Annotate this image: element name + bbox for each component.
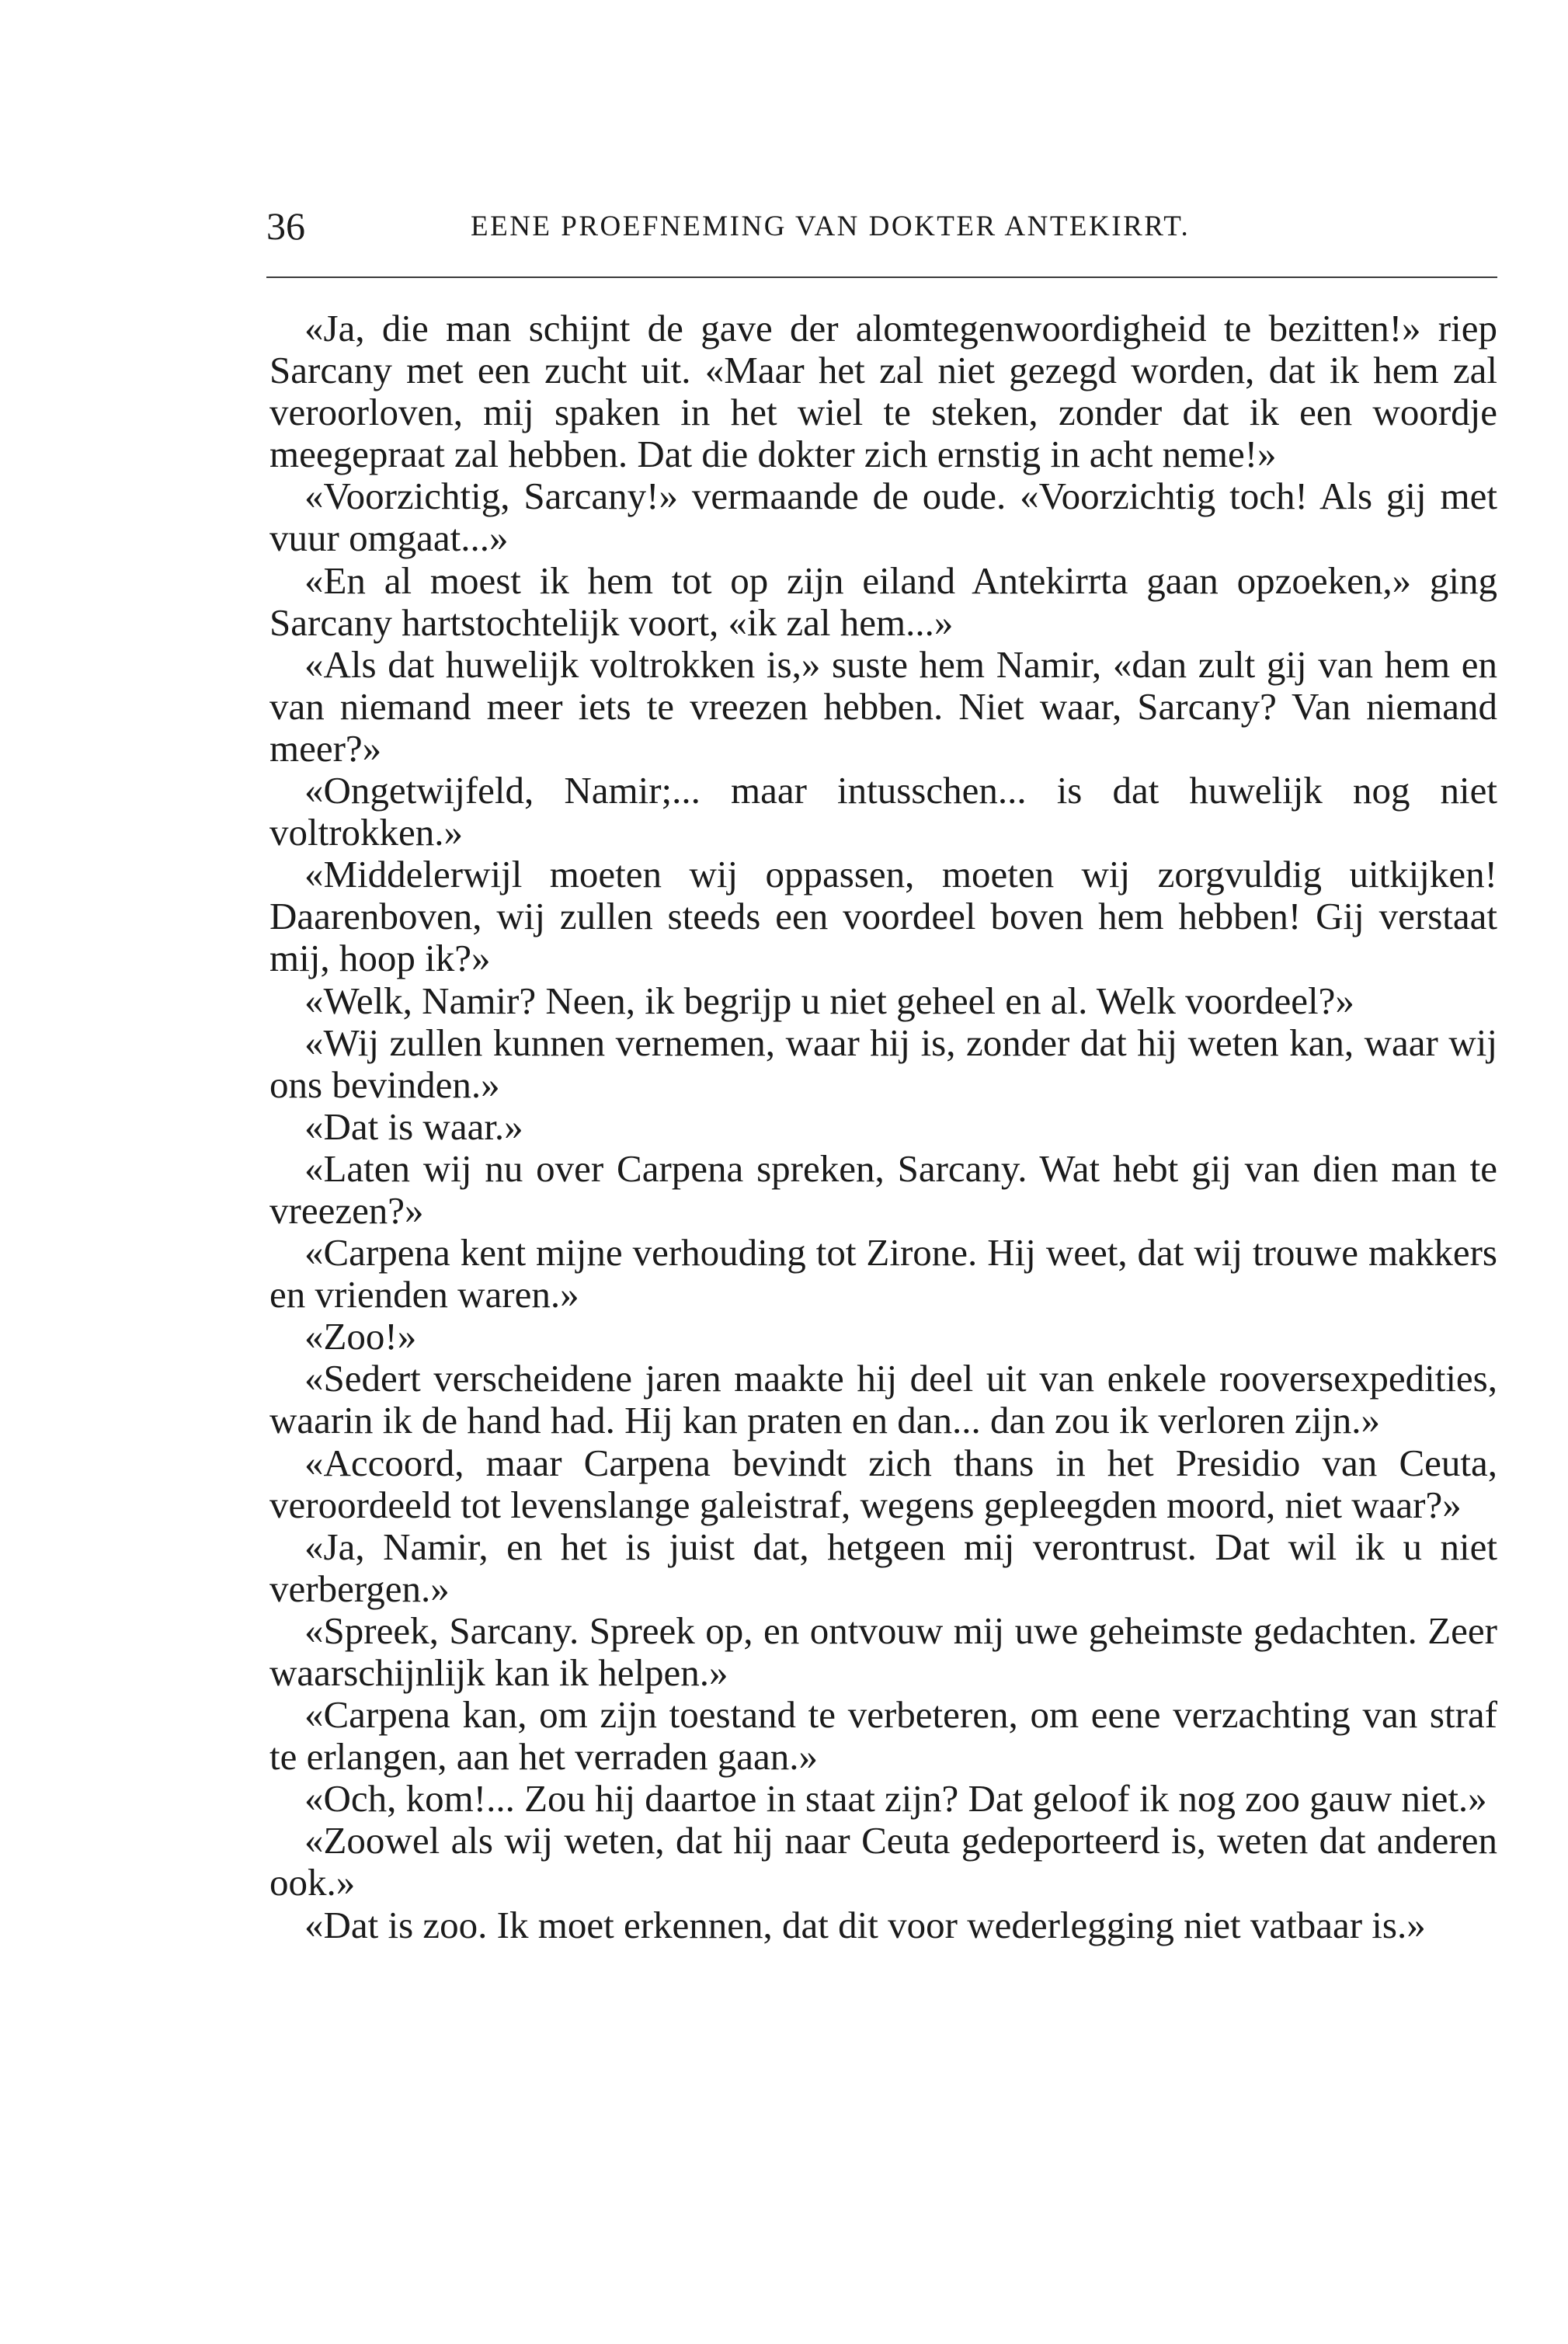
paragraph: «Sedert verscheidene jaren maakte hij deel uit van enkele rooversexpedities, waarin ik de hand had. Hij kan praten en dan... dan zou ik verloren zijn.»	[269, 1357, 1497, 1442]
paragraph: «Accoord, maar Carpena bevindt zich thans in het Presidio van Ceuta, veroordeeld tot levenslange galeistraf, wegens gepleegden moord, niet waar?»	[269, 1441, 1497, 1526]
header-rule	[266, 276, 1497, 278]
paragraph: «Als dat huwelijk voltrokken is,» suste hem Namir, «dan zult gij van hem en van niemand meer iets te vreezen hebben. Niet waar, Sarcany? Van niemand meer?»	[269, 642, 1497, 770]
paragraph: «Och, kom!... Zou hij daartoe in staat zijn? Dat geloof ik nog zoo gauw niet.»	[304, 1777, 1487, 1821]
paragraph: «Voorzichtig, Sarcany!» vermaande de oude. «Voorzichtig toch! Als gij met vuur omgaat...»	[269, 475, 1497, 560]
paragraph: «Ongetwijfeld, Namir;... maar intusschen... is dat huwelijk nog niet voltrokken.»	[269, 769, 1497, 854]
paragraph: «Ja, Namir, en het is juist dat, hetgeen mij verontrust. Dat wil ik u niet verbergen.»	[269, 1525, 1497, 1610]
paragraph: «Dat is waar.»	[304, 1104, 523, 1148]
paragraph: «En al moest ik hem tot op zijn eiland Antekirrta gaan opzoeken,» ging Sarcany hartstochtelijk voort, «ik zal hem...»	[269, 558, 1497, 644]
paragraph: «Welk, Namir? Neen, ik begrijp u niet geheel en al. Welk voordeel?»	[304, 979, 1354, 1022]
paragraph: «Carpena kent mijne verhouding tot Zirone. Hij weet, dat wij trouwe makkers en vrienden waren.»	[269, 1231, 1497, 1316]
paragraph: «Laten wij nu over Carpena spreken, Sarcany. Wat hebt gij van dien man te vreezen?»	[269, 1146, 1497, 1232]
paragraph: «Dat is zoo. Ik moet erkennen, dat dit voor wederlegging niet vatbaar is.»	[304, 1903, 1426, 1946]
paragraph: «Spreek, Sarcany. Spreek op, en ontvouw mij uwe geheimste gedachten. Zeer waarschijnlijk kan ik helpen.»	[269, 1608, 1497, 1694]
page-number: 36	[266, 204, 305, 248]
paragraph: «Zoo!»	[304, 1315, 417, 1358]
paragraph: «Zoowel als wij weten, dat hij naar Ceuta gedeporteerd is, weten dat anderen ook.»	[269, 1819, 1497, 1904]
running-title: EENE PROEFNEMING VAN DOKTER ANTEKIRRT.	[471, 210, 1191, 242]
paragraph: «Carpena kan, om zijn toestand te verbeteren, om eene verzachting van straf te erlangen, aan het verraden gaan.»	[269, 1693, 1497, 1779]
paragraph: «Wij zullen kunnen vernemen, waar hij is, zonder dat hij weten kan, waar wij ons bevinden.»	[269, 1021, 1497, 1106]
paragraph: «Middelerwijl moeten wij oppassen, moeten wij zorgvuldig uitkijken! Daarenboven, wij zullen steeds een voordeel boven hem hebben! Gij verstaat mij, hoop ik?»	[269, 853, 1497, 980]
body-text	[269, 308, 1497, 1946]
paragraph: «Ja, die man schijnt de gave der alomtegenwoordigheid te bezitten!» riep Sarcany met een zucht uit. «Maar het zal niet gezegd worden, dat ik hem zal veroorloven, mij spaken in het wiel te steken, zonder dat ik een woordje meegepraat zal hebben. Dat die dokter zich ernstig in acht neme!»	[269, 307, 1497, 476]
